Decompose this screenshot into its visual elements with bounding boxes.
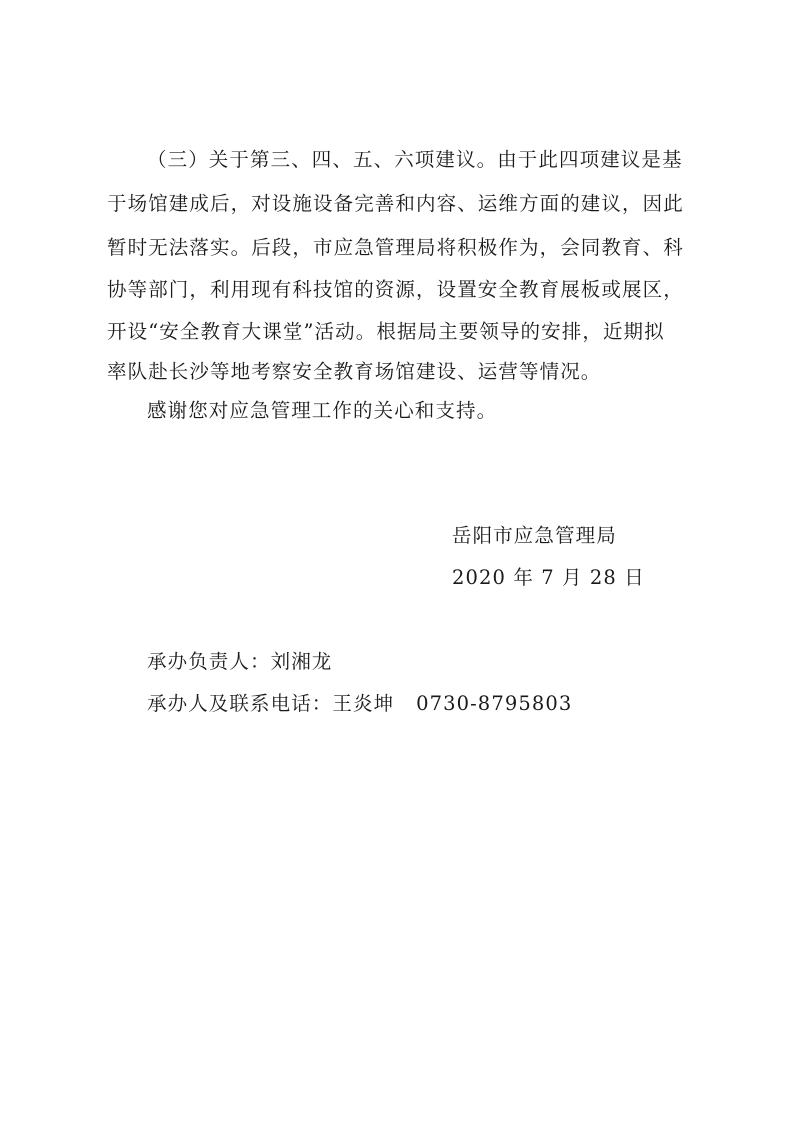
signature-date: 2020 年 7 月 28 日 bbox=[452, 566, 645, 589]
paragraph-line: 暂时无法落实。后段，市应急管理局将积极作为，会同教育、科 bbox=[107, 236, 684, 259]
paragraph-line: 率队赴长沙等地考察安全教育场馆建设、运营等情况。 bbox=[107, 360, 602, 383]
paragraph-line: 开设“安全教育大课堂”活动。根据局主要领导的安排，近期拟 bbox=[107, 320, 665, 343]
paragraph-line: （三）关于第三、四、五、六项建议。由于此四项建议是基 bbox=[147, 148, 683, 171]
paragraph-line: 协等部门，利用现有科技馆的资源，设置安全教育展板或展区， bbox=[107, 278, 684, 301]
handler-contact: 承办人及联系电话：王炎坤 0730-8795803 bbox=[147, 692, 573, 715]
paragraph-line: 于场馆建成后，对设施设备完善和内容、运维方面的建议，因此 bbox=[107, 192, 684, 215]
closing-sentence: 感谢您对应急管理工作的关心和支持。 bbox=[147, 399, 498, 422]
signature-organization: 岳阳市应急管理局 bbox=[452, 524, 617, 547]
responsible-person: 承办负责人：刘湘龙 bbox=[147, 650, 333, 673]
